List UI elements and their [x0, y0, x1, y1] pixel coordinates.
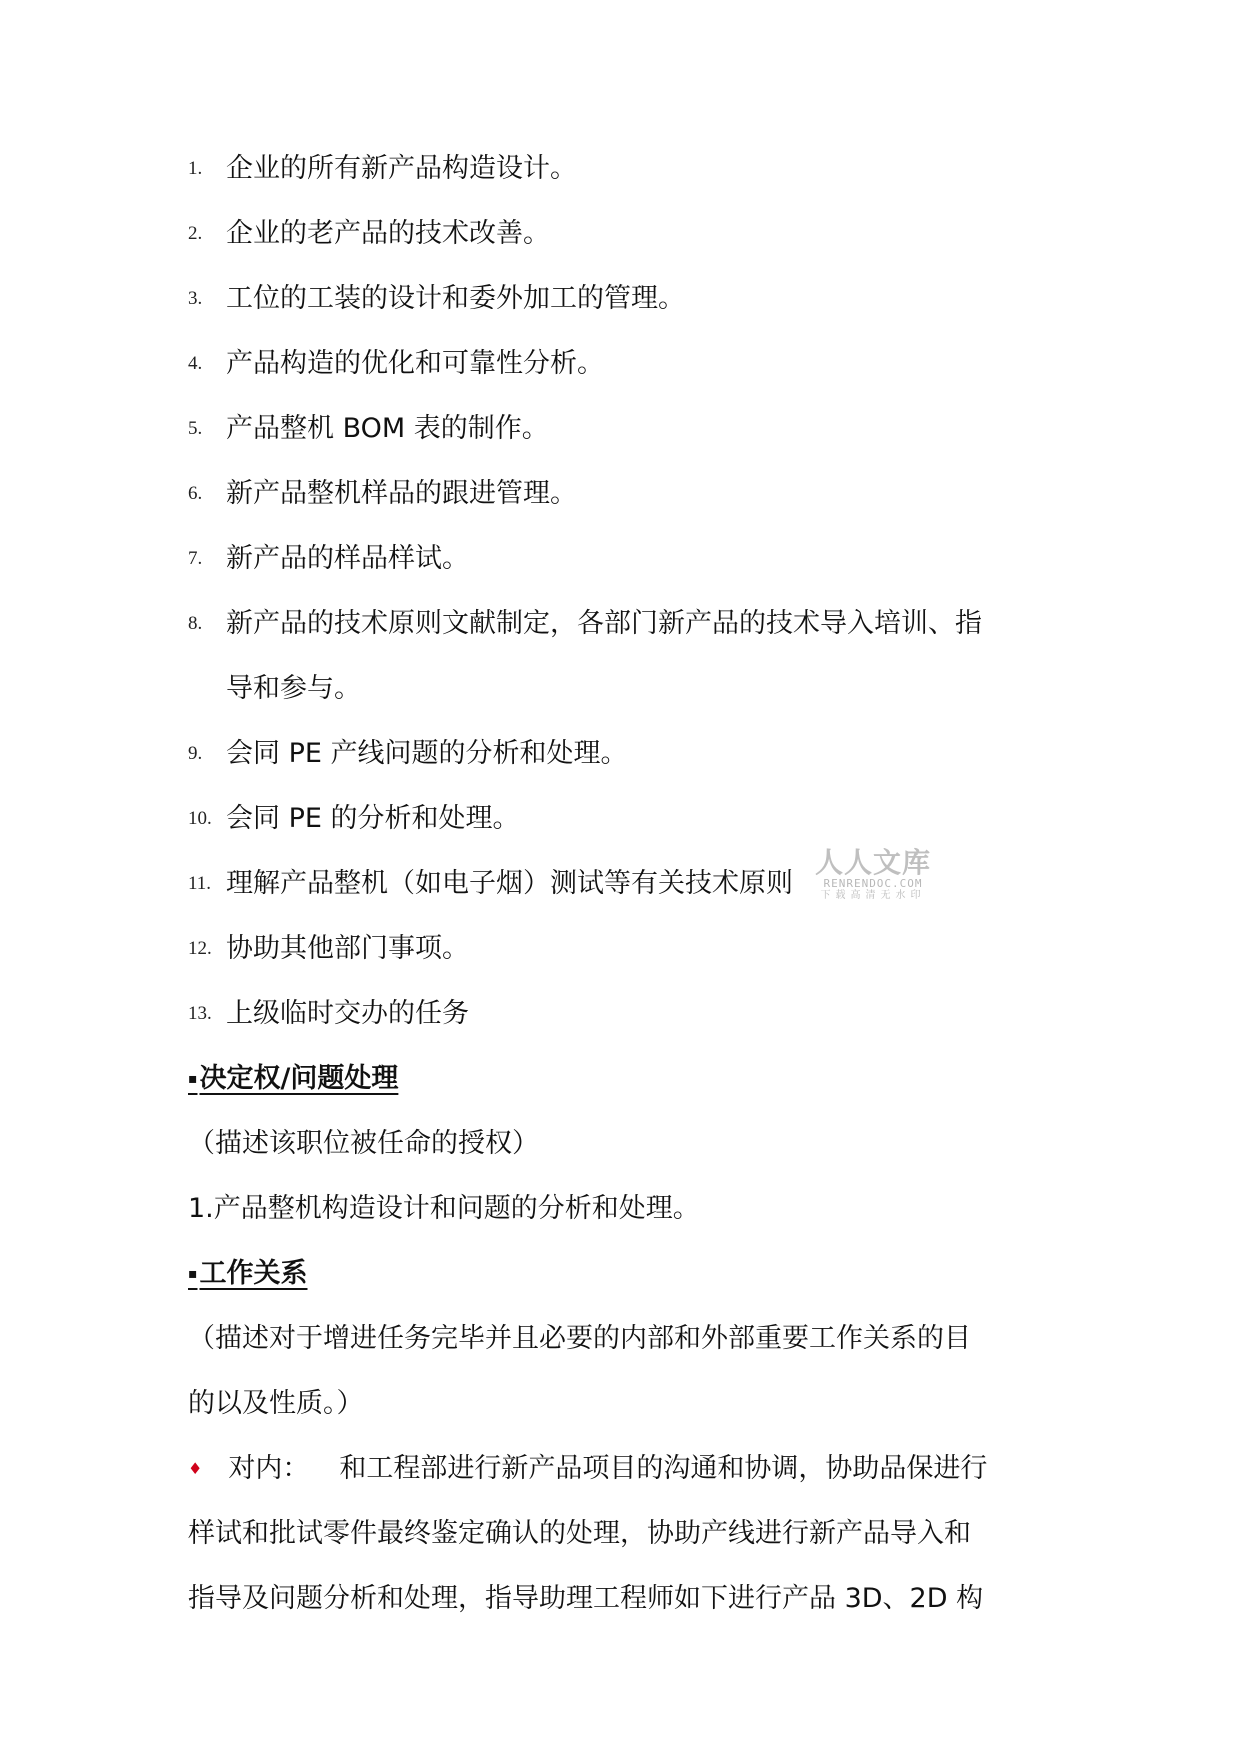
list-number: 9. — [188, 743, 203, 764]
section-description-line: （描述对于增进任务完毕并且必要的内部和外部重要工作关系的目 — [188, 1323, 971, 1354]
section-heading-text: 决定权/问题处理 — [199, 1063, 399, 1094]
list-number: 7. — [188, 548, 203, 569]
list-item — [188, 981, 1058, 1046]
list-text: 会同 PE 的分析和处理。 — [226, 803, 520, 834]
list-item — [188, 916, 1058, 981]
list-item — [188, 461, 1058, 526]
list-item — [188, 136, 1058, 201]
list-item — [188, 591, 1058, 656]
list-item — [188, 786, 1058, 851]
list-item — [188, 396, 1058, 461]
relations-section — [188, 1241, 1058, 1631]
list-item — [188, 721, 1058, 786]
section-description-line: 的以及性质。） — [188, 1388, 364, 1419]
list-number: 5. — [188, 418, 203, 439]
list-number: 12. — [188, 938, 212, 959]
section-heading-relations — [188, 1241, 1058, 1306]
list-item — [188, 201, 1058, 266]
square-bullet-icon: ▪ — [188, 1071, 198, 1087]
list-text: 协助其他部门事项。 — [226, 933, 469, 964]
responsibility-list — [188, 136, 1058, 1046]
internal-label: 对内： — [228, 1453, 310, 1484]
list-text: 新产品整机样品的跟进管理。 — [226, 478, 577, 509]
square-bullet-icon: ▪ — [188, 1266, 198, 1282]
list-number: 2. — [188, 223, 203, 244]
internal-text: 和工程部进行新产品项目的沟通和协调，协助品保进行 — [339, 1453, 988, 1484]
list-text: 新产品的样品样试。 — [226, 543, 469, 574]
list-text: 新产品的技术原则文献制定，各部门新产品的技术导入培训、指 — [226, 608, 982, 639]
list-item — [188, 266, 1058, 331]
section-description: （描述该职位被任命的授权） — [188, 1128, 539, 1159]
authority-item: 1.产品整机构造设计和问题的分析和处理。 — [188, 1193, 700, 1224]
list-number: 1. — [188, 158, 203, 179]
internal-relations-line — [188, 1436, 1058, 1501]
watermark-title: 人人文库 — [814, 846, 931, 879]
list-number: 3. — [188, 288, 203, 309]
internal-relations-line: 样试和批试零件最终鉴定确认的处理，协助产线进行新产品导入和 — [188, 1518, 971, 1549]
list-item — [188, 331, 1058, 396]
list-text: 产品整机 BOM 表的制作。 — [226, 413, 549, 444]
watermark-url: RENRENDOC.COM — [823, 877, 923, 890]
list-number: 11. — [188, 873, 212, 894]
list-text: 产品构造的优化和可靠性分析。 — [226, 348, 604, 379]
list-number: 8. — [188, 613, 203, 634]
list-number: 10. — [188, 808, 212, 829]
list-text: 工位的工装的设计和委外加工的管理。 — [226, 283, 685, 314]
list-text: 企业的老产品的技术改善。 — [226, 218, 550, 249]
list-number: 6. — [188, 483, 203, 504]
list-text: 会同 PE 产线问题的分析和处理。 — [226, 738, 628, 769]
list-text: 上级临时交办的任务 — [226, 998, 469, 1029]
red-diamond-bullet-icon: ♦ — [188, 1459, 203, 1478]
list-text: 理解产品整机（如电子烟）测试等有关技术原则 — [226, 868, 793, 899]
watermark-logo — [808, 848, 938, 902]
list-number: 13. — [188, 1003, 212, 1024]
list-item — [188, 526, 1058, 591]
section-heading-text: 工作关系 — [199, 1258, 308, 1289]
list-number: 4. — [188, 353, 203, 374]
list-item-continuation: 导和参与。 — [226, 673, 361, 704]
section-heading-authority — [188, 1046, 1058, 1111]
authority-section — [188, 1046, 1058, 1241]
internal-relations-line: 指导及问题分析和处理，指导助理工程师如下进行产品 3D、2D 构 — [188, 1583, 984, 1614]
list-text: 企业的所有新产品构造设计。 — [226, 153, 577, 184]
watermark-subtitle: 下载高清无水印 — [820, 890, 926, 901]
